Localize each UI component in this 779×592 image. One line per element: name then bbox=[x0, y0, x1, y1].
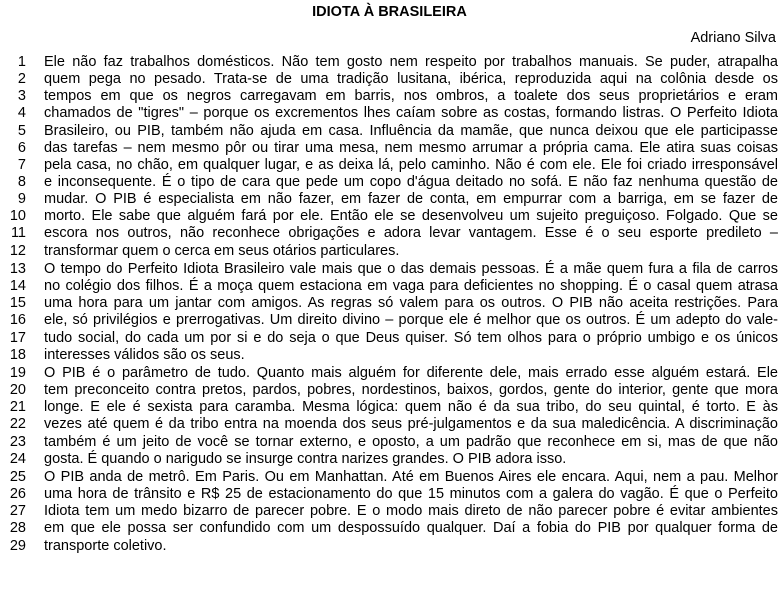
line-number: 26 bbox=[9, 486, 26, 503]
line-number: 29 bbox=[9, 537, 26, 554]
text-line: vezes até quem é da tribo entra na moenda dos seus pré-julgamentos e da sua maledicência. A discriminação bbox=[44, 416, 778, 433]
text-line: transformar quem o cerca em seus otários particulares. bbox=[44, 242, 400, 259]
line-numbers bbox=[0, 54, 26, 260]
text-line: O tempo do Perfeito Idiota Brasileiro vale mais que o das demais pessoas. É a mãe quem fura a fila de carros bbox=[44, 261, 778, 277]
line-number: 22 bbox=[9, 416, 26, 433]
line-number: 5 bbox=[17, 122, 26, 139]
text-line: ele, só privilégios e prerrogativas. Um direito divino – porque ele é melhor que os outros. É um adepto do vale- bbox=[44, 312, 778, 329]
text-line: também é um jeito de você se tornar externo, e oposto, a um padrão que reconhece em si, mas de que não bbox=[44, 433, 778, 450]
text-line: O PIB é o parâmetro de tudo. Quanto mais alguém for diferente dele, mais errado esse alguém estará. Ele bbox=[44, 365, 778, 381]
text-line: O PIB anda de metrô. Em Paris. Ou em Manhattan. Até em Buenos Aires ele encara. Aqui, nem a pau. Melhor bbox=[44, 469, 778, 485]
text-line: Ele não faz trabalhos domésticos. Não tem gosto nem respeito por trabalhos manuais. Se puder, atrapalha bbox=[44, 54, 778, 70]
text-line: das tarefas – nem mesmo pôr ou tirar uma mesa, nem mesmo arrumar a própria cama. Ele atira suas coisas bbox=[44, 139, 778, 156]
line-number: 11 bbox=[10, 225, 26, 242]
line-numbers bbox=[0, 365, 26, 468]
line-number: 24 bbox=[9, 450, 26, 467]
text-line: pela casa, no chão, em qualquer lugar, e as deixa lá, pelo caminho. Não é com ele. Ele foi criado irresponsável bbox=[44, 156, 778, 173]
line-number: 15 bbox=[9, 295, 26, 312]
text-line: no colégio dos filhos. É a moça quem estaciona em vaga para deficientes no shopping. É o casal quem atrasa bbox=[44, 278, 778, 295]
text-line: e inconsequente. É o tipo de cara que pede um copo d'água deitado no sofá. E não faz nenhuma questão de bbox=[44, 173, 778, 190]
line-number: 6 bbox=[17, 139, 26, 156]
text-line: escora nos outros, não reconhece obrigações e adora levar vantagem. Esse é o seu esporte predileto – bbox=[44, 225, 778, 242]
paragraph-text bbox=[44, 365, 778, 468]
line-number: 21 bbox=[9, 399, 26, 416]
text-line: uma hora para um jantar com amigos. As regras só valem para os outros. O PIB não aceita restrições. Para bbox=[44, 295, 778, 312]
line-number: 13 bbox=[9, 261, 26, 277]
document-title: IDIOTA À BRASILEIRA bbox=[312, 4, 467, 20]
text-line: gosta. É quando o narigudo se insurge contra narizes grandes. O PIB adora isso. bbox=[44, 450, 567, 467]
line-number: 7 bbox=[17, 156, 26, 173]
text-line: Brasileiro, ou PIB, também não ajuda em casa. Influência da mamãe, que nunca deixou que ele participasse bbox=[44, 122, 778, 139]
text-line: longe. E ele é sexista para caramba. Mesma lógica: quem não é da sua tribo, do seu quintal, é torto. E às bbox=[44, 399, 778, 416]
line-number: 18 bbox=[9, 346, 26, 363]
text-line: quem pega no pesado. Trata-se de uma tradição lusitana, ibérica, reproduzida aqui na colônia desde os bbox=[44, 71, 778, 88]
text-line: Idiota tem um medo bizarro de parecer pobre. E o modo mais direto de não parecer pobre é evitar ambientes bbox=[44, 503, 778, 520]
line-number: 4 bbox=[17, 105, 26, 122]
paragraph-text bbox=[44, 469, 778, 555]
text-line: tudo social, do cada um por si e do seja o que Deus quiser. Só tem olhos para o próprio umbigo e os únicos bbox=[44, 329, 778, 346]
text-line: em que ele possa ser confundido com um despossuído qualquer. Daí a fobia do PIB por qualquer forma de bbox=[44, 520, 778, 537]
line-number: 2 bbox=[17, 71, 26, 88]
line-number: 20 bbox=[9, 382, 26, 399]
paragraph-text bbox=[44, 261, 778, 364]
line-number: 19 bbox=[9, 365, 26, 381]
line-number: 12 bbox=[9, 242, 26, 259]
author-name: Adriano Silva bbox=[690, 30, 776, 46]
line-number: 17 bbox=[9, 329, 26, 346]
text-line: tem preconceito contra pretos, pardos, pobres, nordestinos, baixos, gordos, gente do interior, gente que mora bbox=[44, 382, 778, 399]
line-numbers bbox=[0, 469, 26, 555]
text-line: transporte coletivo. bbox=[44, 537, 167, 554]
line-number: 8 bbox=[17, 173, 26, 190]
text-line: uma hora de trânsito e R$ 25 de estacionamento do que 15 minutos com a galera do vagão. É que o Perfeito bbox=[44, 486, 778, 503]
line-number: 3 bbox=[17, 88, 26, 105]
text-line: morto. Ele sabe que alguém fará por ele. Então ele se desenvolveu um sujeito preguiçoso. Folgado. Que se bbox=[44, 208, 778, 225]
paragraph-text bbox=[44, 54, 778, 260]
text-line: mudar. O PIB é especialista em não fazer, em fazer de conta, em empurrar com a barriga, em se fazer de bbox=[44, 191, 778, 208]
line-number: 1 bbox=[17, 54, 26, 70]
line-numbers bbox=[0, 261, 26, 364]
line-number: 10 bbox=[9, 208, 26, 225]
text-line: interesses válidos são os seus. bbox=[44, 346, 245, 363]
line-number: 23 bbox=[9, 433, 26, 450]
text-line: chamados de "tigres" – porque os excrementos lhes caíam sobre as costas, formando listras. O Perfeito Idiota bbox=[44, 105, 778, 122]
line-number: 25 bbox=[9, 469, 26, 485]
line-number: 14 bbox=[9, 278, 26, 295]
line-number: 28 bbox=[9, 520, 26, 537]
line-number: 9 bbox=[17, 191, 26, 208]
text-line: tempos em que os negros carregavam em barris, nos ombros, a toalete dos seus proprietários e eram bbox=[44, 88, 778, 105]
line-number: 27 bbox=[9, 503, 26, 520]
line-number: 16 bbox=[9, 312, 26, 329]
